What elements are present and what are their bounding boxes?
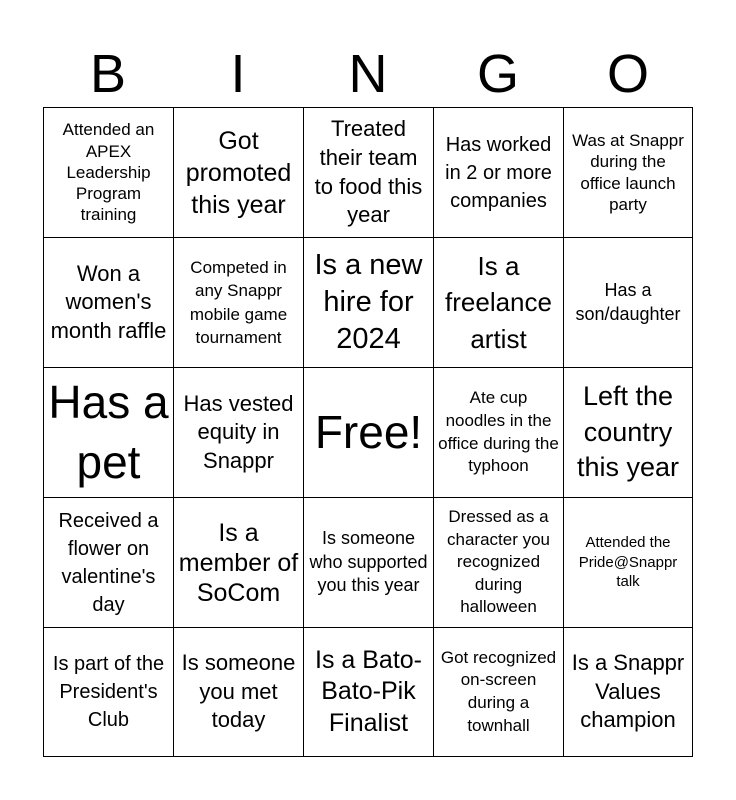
bingo-cell[interactable] — [44, 238, 174, 368]
header-letter-g: G — [476, 44, 519, 104]
bingo-cell[interactable] — [304, 108, 434, 238]
bingo-cell[interactable] — [174, 108, 304, 238]
bingo-cell-text: Is a Bato-Bato-Pik Finalist — [315, 646, 422, 737]
bingo-cell[interactable] — [564, 368, 692, 498]
bingo-board — [43, 107, 693, 757]
bingo-cell[interactable] — [304, 368, 434, 498]
bingo-cell[interactable] — [174, 368, 304, 498]
bingo-cell[interactable] — [44, 628, 174, 756]
bingo-cell-text: Dressed as a character you recognized during halloween — [447, 506, 550, 617]
bingo-cell-text: Has vested equity in Snappr — [183, 390, 294, 473]
bingo-cell-text: Competed in any Snappr mobile game tournament — [189, 257, 288, 347]
bingo-cell[interactable] — [174, 238, 304, 368]
bingo-cell[interactable] — [304, 498, 434, 628]
bingo-cell-text: Got promoted this year — [185, 126, 292, 219]
bingo-cell-text: Won a women's month raffle — [50, 260, 167, 343]
bingo-cell[interactable] — [44, 368, 174, 498]
bingo-cell-text: Is someone you met today — [181, 650, 296, 733]
bingo-cell[interactable] — [434, 368, 564, 498]
bingo-cell[interactable] — [434, 498, 564, 628]
bingo-cell[interactable] — [434, 238, 564, 368]
bingo-cell-text: Attended an APEX Leadership Program training — [62, 120, 155, 225]
bingo-cell-text: Ate cup noodles in the office during the typhoon — [438, 388, 559, 476]
bingo-cell-text: Is a Snappr Values champion — [571, 650, 685, 733]
bingo-cell[interactable] — [304, 238, 434, 368]
bingo-cell-text: Free! — [314, 405, 423, 458]
header-letter-b: B — [89, 44, 127, 104]
bingo-cell-text: Was at Snappr during the office launch party — [572, 131, 684, 214]
bingo-cell-text: Is part of the President's Club — [52, 653, 165, 731]
bingo-cell[interactable] — [304, 628, 434, 756]
bingo-cell-text: Is someone who supported you this year — [309, 527, 428, 596]
bingo-cell-text: Received a flower on valentine's day — [58, 509, 159, 616]
bingo-header — [43, 40, 693, 108]
bingo-cell-text: Left the country this year — [576, 380, 680, 483]
bingo-cell[interactable] — [44, 498, 174, 628]
bingo-cell[interactable] — [564, 498, 692, 628]
bingo-cell[interactable] — [564, 628, 692, 756]
bingo-cell-text: Has a pet — [48, 375, 169, 488]
bingo-cell[interactable] — [564, 238, 692, 368]
bingo-cell[interactable] — [434, 108, 564, 238]
bingo-cell[interactable] — [174, 628, 304, 756]
header-letter-i: I — [230, 44, 246, 104]
header-letter-o: O — [606, 44, 649, 104]
bingo-cell-text: Treated their team to food this year — [314, 116, 423, 228]
header-letter-n: N — [348, 44, 388, 104]
bingo-cell-text: Is a new hire for 2024 — [314, 249, 423, 355]
bingo-cell-text: Got recognized on-screen during a townhall — [440, 647, 557, 735]
bingo-cell-text: Is a freelance artist — [445, 250, 552, 354]
bingo-cell-text: Has a son/daughter — [575, 280, 681, 324]
bingo-cell[interactable] — [174, 498, 304, 628]
bingo-cell-text: Has worked in 2 or more companies — [445, 133, 552, 212]
bingo-cell-text: Is a member of SoCom — [178, 518, 299, 607]
bingo-cell[interactable] — [564, 108, 692, 238]
bingo-cell-text: Attended the Pride@Snappr talk — [578, 533, 678, 591]
bingo-cell[interactable] — [434, 628, 564, 756]
bingo-cell[interactable] — [44, 108, 174, 238]
